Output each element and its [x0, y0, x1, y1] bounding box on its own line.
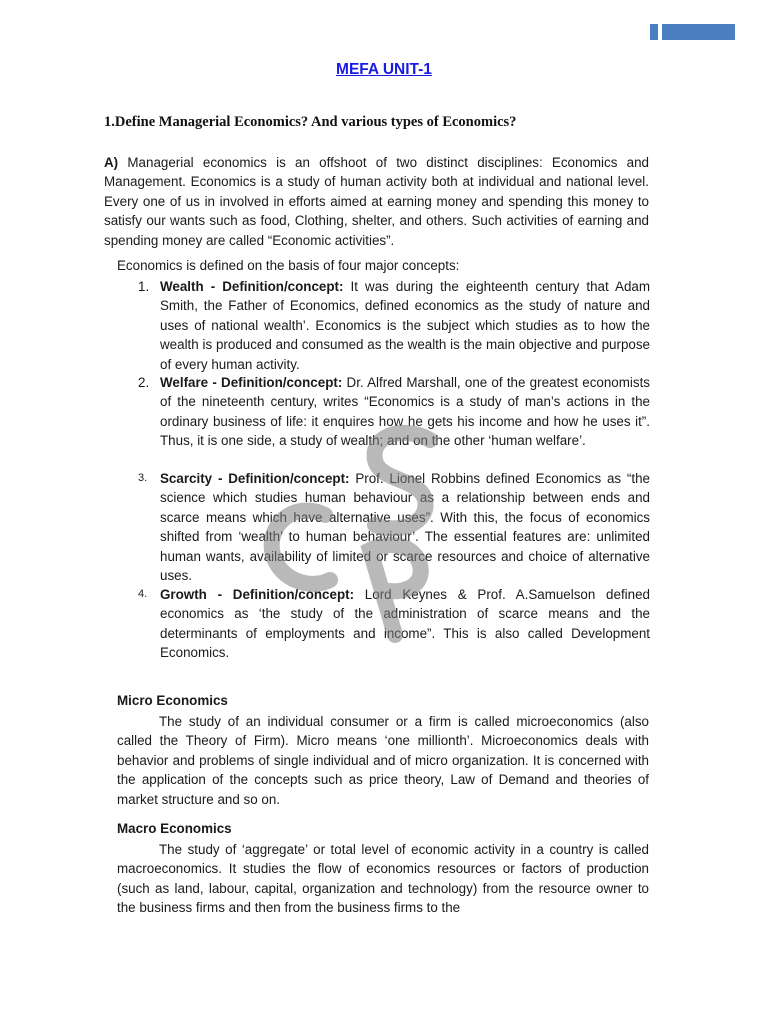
answer-label: A): [104, 155, 119, 170]
header-accent-small: [650, 24, 658, 40]
concept-term: Scarcity: [160, 471, 213, 486]
macro-economics-text: The study of ‘aggregate’ or total level of economic activity in a country is called macroeconomics. It studies the flow of economics resources or factors of production (such as land, labour, capital, organization and technology) from the resource owner to the business firms and then from the business firms to the: [117, 842, 649, 916]
micro-economics-heading: Micro Economics: [117, 693, 228, 708]
concept-term: Welfare - Definition/concept:: [160, 375, 343, 390]
question-heading: 1.Define Managerial Economics? And various types of Economics?: [104, 114, 517, 130]
list-number: 2.: [138, 375, 150, 390]
concepts-intro: Economics is defined on the basis of four major concepts:: [117, 258, 460, 273]
header-accent-bar: [662, 24, 735, 40]
concept-term: Growth - Definition/concept:: [160, 587, 355, 602]
answer-paragraph: [104, 153, 649, 250]
concept-term: Wealth - Definition/concept:: [160, 279, 344, 294]
list-number: 3.: [138, 472, 148, 484]
macro-economics-heading: Macro Economics: [117, 821, 232, 836]
concept-term-rest: - Definition/concept:: [217, 471, 350, 486]
micro-economics-text: The study of an individual consumer or a firm is called microeconomics (also called the Theory of Firm). Micro means ‘one millionth’. Microeconomics deals with behavior and problems of single individual and of micro organization. It is concerned with the application of the concepts such as price theory, Law of Demand and theories of market structure and so on.: [117, 714, 649, 807]
concept-item-growth: [138, 585, 650, 663]
concept-item-welfare: [138, 373, 650, 451]
concept-text: It was during the eighteenth century that Adam Smith, the Father of Economics, defined economics as the study of nature and uses of national wealth’. Economics is the subject which studies as to how the wealth is produced and consumed as the wealth is the main objective and purpose of every human activity.: [160, 279, 650, 372]
concept-item-scarcity: [138, 469, 650, 585]
concept-text: Lord Keynes & Prof. A.Samuelson defined economics as ‘the study of the administration of scarce means and the determinants of employments and income”. This is also called Development Economics.: [160, 587, 650, 661]
list-number: 1.: [138, 279, 150, 294]
concept-text: Prof. Lionel Robbins defined Economics as “the science which studies human behaviour as a relationship between ends and scarce means which have alternative uses”. With this, the focus of economics shifted from ‘wealth’ to human behaviour’. The essential features are: unlimited human wants, availability of limited or scarce resources and choice of alternative uses.: [160, 471, 650, 584]
concept-item-wealth: [138, 277, 650, 374]
page-title: MEFA UNIT-1: [336, 61, 432, 78]
concept-text: Dr. Alfred Marshall, one of the greatest economists of the nineteenth century, writes “Economics is a study of man’s actions in the ordinary business of life: it enquires how he gets his income and how he uses it”. Thus, it is one side, a study of wealth; and on the other ‘human welfare’.: [160, 375, 650, 449]
list-number: 4.: [138, 588, 148, 600]
answer-text: Managerial economics is an offshoot of two distinct disciplines: Economics and Management. Economics is a study of human activity both at individual and national level. Every one of us in involved in efforts aimed at earning money and spending this money to satisfy our wants such as food, Clothing, shelter, and others. Such activities of earning and spending money are called “Economic activities”.: [104, 155, 649, 248]
